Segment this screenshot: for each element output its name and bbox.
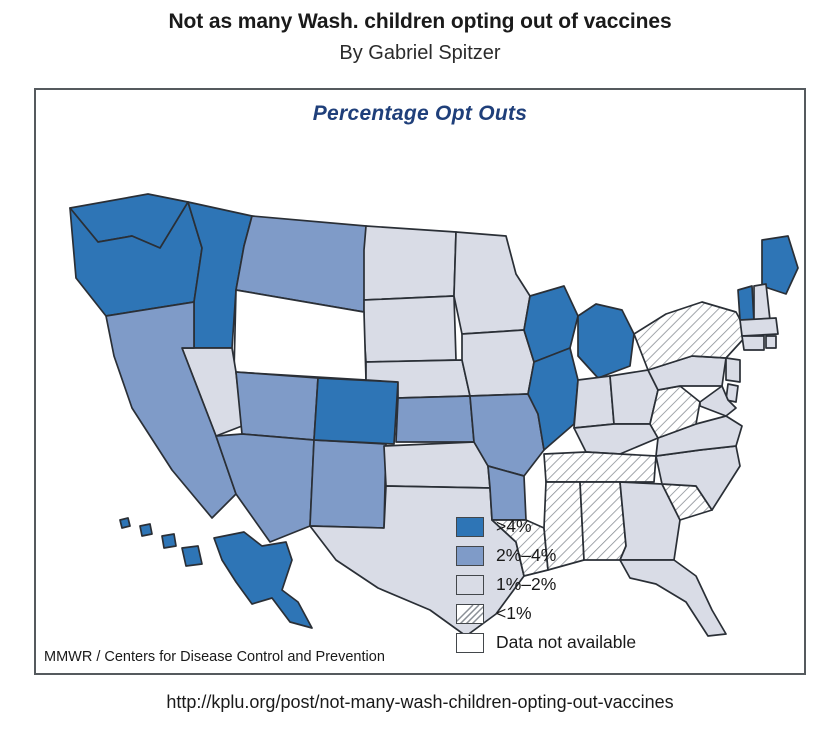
legend-label-hatch: <1% bbox=[496, 603, 532, 623]
legend-item bbox=[456, 570, 756, 599]
page-title: Not as many Wash. children opting out of vaccines bbox=[168, 10, 672, 33]
state-ia bbox=[462, 330, 534, 396]
state-mn bbox=[454, 232, 530, 334]
map-legend bbox=[456, 512, 756, 657]
legend-label-mid: 2%–4% bbox=[496, 545, 557, 565]
legend-swatch-mid bbox=[456, 546, 484, 566]
state-nh bbox=[754, 284, 770, 322]
legend-swatch-hatch bbox=[456, 604, 484, 624]
byline: By Gabriel Spitzer bbox=[339, 42, 501, 64]
legend-item bbox=[456, 512, 756, 541]
state-ak bbox=[214, 532, 312, 628]
state-sd bbox=[364, 296, 456, 362]
state-ri bbox=[766, 336, 776, 348]
state-nm bbox=[310, 440, 386, 528]
state-co bbox=[314, 378, 398, 444]
state-ky bbox=[574, 424, 658, 454]
state-me bbox=[762, 236, 798, 294]
state-hi-3 bbox=[162, 534, 176, 548]
legend-item bbox=[456, 599, 756, 628]
legend-label-low: 1%–2% bbox=[496, 574, 557, 594]
state-ma bbox=[740, 318, 778, 336]
legend-item bbox=[456, 541, 756, 570]
legend-swatch-no-data bbox=[456, 633, 484, 653]
state-hi-1 bbox=[120, 518, 130, 528]
legend-swatch-high bbox=[456, 517, 484, 537]
legend-label-no-data: Data not available bbox=[496, 632, 637, 652]
hatch-pattern-icon bbox=[457, 605, 483, 623]
state-vt bbox=[738, 286, 754, 322]
state-ct bbox=[742, 336, 764, 350]
state-ks bbox=[396, 396, 474, 442]
state-hi-2 bbox=[140, 524, 152, 536]
state-in bbox=[574, 376, 614, 428]
legend-label-high: >4% bbox=[496, 516, 532, 536]
source-note: MMWR / Centers for Disease Control and Prevention bbox=[44, 649, 385, 665]
article-url[interactable]: http://kplu.org/post/not-many-wash-children-opting-out-vaccines bbox=[166, 692, 674, 712]
state-nd bbox=[364, 226, 456, 300]
state-ut bbox=[236, 372, 318, 440]
map-title: Percentage Opt Outs bbox=[312, 102, 528, 125]
legend-swatch-low bbox=[456, 575, 484, 595]
state-mi bbox=[578, 304, 634, 378]
state-oh bbox=[610, 370, 658, 424]
legend-item bbox=[456, 628, 756, 657]
state-ok bbox=[384, 442, 490, 488]
state-nj bbox=[726, 358, 740, 382]
state-hi-4 bbox=[182, 546, 202, 566]
map-figure bbox=[34, 88, 806, 675]
state-tn bbox=[544, 452, 656, 482]
